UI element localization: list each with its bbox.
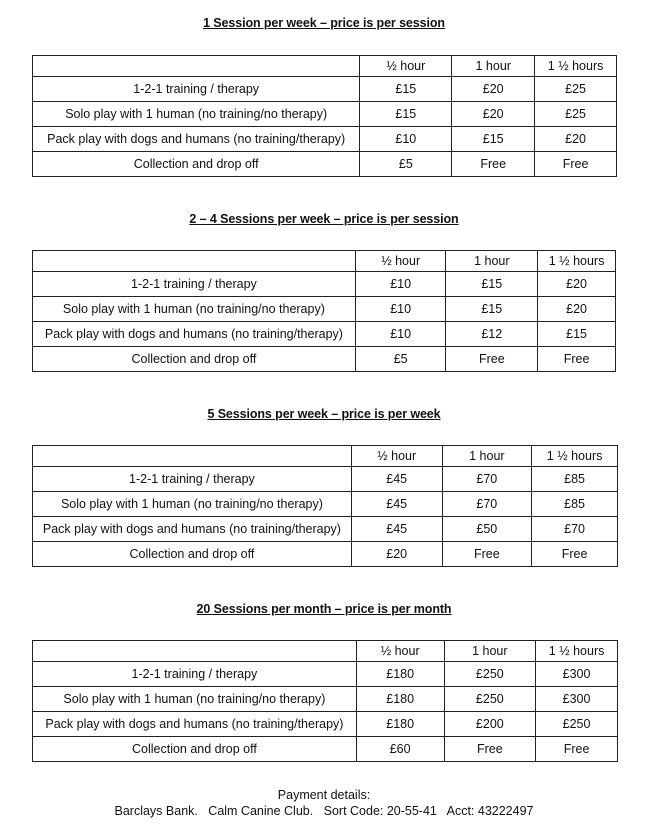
header-one-half-hours: 1 ½ hours bbox=[532, 446, 618, 467]
table-row bbox=[33, 152, 617, 177]
header-empty-cell bbox=[33, 446, 352, 467]
price-one-hour: Free bbox=[442, 542, 532, 567]
price-half-hour: £60 bbox=[356, 737, 444, 762]
price-one-half-hours: £250 bbox=[536, 712, 618, 737]
price-half-hour: £5 bbox=[360, 152, 452, 177]
price-half-hour: £45 bbox=[351, 492, 442, 517]
table-row bbox=[33, 737, 618, 762]
row-label: 1-2-1 training / therapy bbox=[33, 467, 352, 492]
section-title: 20 Sessions per month – price is per month bbox=[196, 602, 452, 616]
pricing-table-1 bbox=[32, 55, 617, 177]
price-half-hour: £15 bbox=[360, 102, 452, 127]
row-label: 1-2-1 training / therapy bbox=[33, 77, 360, 102]
table-row bbox=[33, 687, 618, 712]
price-one-half-hours: £20 bbox=[538, 272, 616, 297]
price-one-half-hours: £85 bbox=[532, 492, 618, 517]
header-empty-cell bbox=[33, 251, 356, 272]
price-one-hour: £20 bbox=[452, 102, 535, 127]
price-one-half-hours: £70 bbox=[532, 517, 618, 542]
row-label: Pack play with dogs and humans (no training/therapy) bbox=[33, 322, 356, 347]
table-row bbox=[33, 347, 616, 372]
header-one-hour: 1 hour bbox=[442, 446, 532, 467]
price-one-half-hours: £15 bbox=[538, 322, 616, 347]
row-label: 1-2-1 training / therapy bbox=[33, 662, 357, 687]
price-one-half-hours: £20 bbox=[535, 127, 617, 152]
header-one-hour: 1 hour bbox=[446, 251, 538, 272]
pricing-table-3 bbox=[32, 445, 618, 567]
header-one-hour: 1 hour bbox=[444, 641, 536, 662]
price-half-hour: £15 bbox=[360, 77, 452, 102]
row-label: Solo play with 1 human (no training/no therapy) bbox=[33, 687, 357, 712]
table-row bbox=[33, 467, 618, 492]
price-half-hour: £5 bbox=[355, 347, 446, 372]
row-label: Pack play with dogs and humans (no training/therapy) bbox=[33, 517, 352, 542]
pricing-table-2 bbox=[32, 250, 616, 372]
row-label: Solo play with 1 human (no training/no therapy) bbox=[33, 102, 360, 127]
row-label: Solo play with 1 human (no training/no therapy) bbox=[33, 297, 356, 322]
table-row bbox=[33, 322, 616, 347]
price-one-hour: Free bbox=[452, 152, 535, 177]
payment-bank-line: Barclays Bank. Calm Canine Club. Sort Code: 20-55-41 Acct: 43222497 bbox=[114, 804, 534, 818]
header-empty-cell bbox=[33, 641, 357, 662]
section-title: 1 Session per week – price is per session bbox=[203, 16, 445, 30]
price-one-hour: £250 bbox=[444, 662, 536, 687]
price-half-hour: £10 bbox=[360, 127, 452, 152]
table-row bbox=[33, 517, 618, 542]
price-one-half-hours: Free bbox=[538, 347, 616, 372]
pricing-table-4 bbox=[32, 640, 618, 762]
header-half-hour: ½ hour bbox=[360, 56, 452, 77]
table-row bbox=[33, 77, 617, 102]
price-one-hour: £250 bbox=[444, 687, 536, 712]
price-one-hour: Free bbox=[446, 347, 538, 372]
price-half-hour: £45 bbox=[351, 517, 442, 542]
table-row bbox=[33, 272, 616, 297]
payment-heading: Payment details: bbox=[277, 788, 371, 802]
row-label: Pack play with dogs and humans (no training/therapy) bbox=[33, 712, 357, 737]
price-half-hour: £10 bbox=[355, 322, 446, 347]
row-label: Solo play with 1 human (no training/no therapy) bbox=[33, 492, 352, 517]
header-one-half-hours: 1 ½ hours bbox=[536, 641, 618, 662]
price-half-hour: £45 bbox=[351, 467, 442, 492]
price-one-half-hours: £20 bbox=[538, 297, 616, 322]
price-one-half-hours: £25 bbox=[535, 102, 617, 127]
price-one-half-hours: £300 bbox=[536, 687, 618, 712]
table-row bbox=[33, 492, 618, 517]
header-empty-cell bbox=[33, 56, 360, 77]
row-label: 1-2-1 training / therapy bbox=[33, 272, 356, 297]
header-one-half-hours: 1 ½ hours bbox=[535, 56, 617, 77]
table-header-row bbox=[33, 641, 618, 662]
section-title: 5 Sessions per week – price is per week bbox=[207, 407, 441, 421]
row-label: Collection and drop off bbox=[33, 542, 352, 567]
table-row bbox=[33, 102, 617, 127]
header-one-hour: 1 hour bbox=[452, 56, 535, 77]
price-one-hour: £15 bbox=[446, 272, 538, 297]
section-title: 2 – 4 Sessions per week – price is per session bbox=[189, 212, 459, 226]
table-row bbox=[33, 662, 618, 687]
header-half-hour: ½ hour bbox=[355, 251, 446, 272]
price-one-hour: £50 bbox=[442, 517, 532, 542]
header-half-hour: ½ hour bbox=[351, 446, 442, 467]
price-one-half-hours: Free bbox=[535, 152, 617, 177]
payment-details bbox=[0, 787, 648, 819]
table-header-row bbox=[33, 56, 617, 77]
table-header-row bbox=[33, 251, 616, 272]
price-half-hour: £180 bbox=[356, 712, 444, 737]
price-one-hour: £70 bbox=[442, 467, 532, 492]
price-half-hour: £10 bbox=[355, 272, 446, 297]
table-header-row bbox=[33, 446, 618, 467]
row-label: Pack play with dogs and humans (no training/therapy) bbox=[33, 127, 360, 152]
price-one-half-hours: £25 bbox=[535, 77, 617, 102]
row-label: Collection and drop off bbox=[33, 152, 360, 177]
price-half-hour: £20 bbox=[351, 542, 442, 567]
price-one-half-hours: £85 bbox=[532, 467, 618, 492]
price-half-hour: £10 bbox=[355, 297, 446, 322]
price-one-hour: £12 bbox=[446, 322, 538, 347]
price-one-half-hours: Free bbox=[532, 542, 618, 567]
row-label: Collection and drop off bbox=[33, 737, 357, 762]
table-row bbox=[33, 542, 618, 567]
table-row bbox=[33, 127, 617, 152]
price-one-half-hours: £300 bbox=[536, 662, 618, 687]
table-row bbox=[33, 297, 616, 322]
price-one-hour: £70 bbox=[442, 492, 532, 517]
price-one-hour: Free bbox=[444, 737, 536, 762]
price-half-hour: £180 bbox=[356, 662, 444, 687]
price-one-hour: £20 bbox=[452, 77, 535, 102]
table-row bbox=[33, 712, 618, 737]
price-one-hour: £15 bbox=[452, 127, 535, 152]
header-one-half-hours: 1 ½ hours bbox=[538, 251, 616, 272]
price-one-half-hours: Free bbox=[536, 737, 618, 762]
price-one-hour: £200 bbox=[444, 712, 536, 737]
price-half-hour: £180 bbox=[356, 687, 444, 712]
row-label: Collection and drop off bbox=[33, 347, 356, 372]
price-one-hour: £15 bbox=[446, 297, 538, 322]
header-half-hour: ½ hour bbox=[356, 641, 444, 662]
